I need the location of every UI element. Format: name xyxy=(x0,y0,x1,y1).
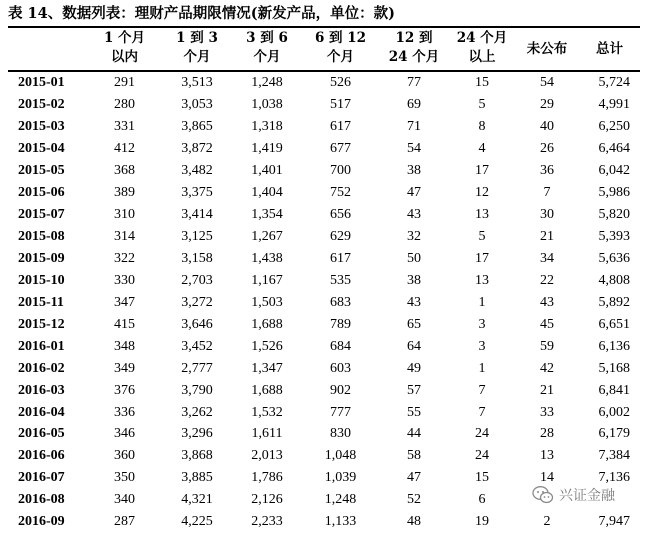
table-cell: 43 xyxy=(540,294,554,310)
table-cell: 13 xyxy=(540,448,554,464)
row-month: 2016-07 xyxy=(18,470,65,486)
table-cell: 3,790 xyxy=(181,382,213,398)
table-cell: 3,646 xyxy=(181,316,213,332)
top-rule xyxy=(8,26,640,28)
table-cell: 59 xyxy=(540,338,554,354)
table-cell: 22 xyxy=(540,272,554,288)
table-cell: 21 xyxy=(540,382,554,398)
table-cell: 3,872 xyxy=(181,141,213,157)
table-cell: 314 xyxy=(114,229,135,245)
table-cell: 54 xyxy=(407,141,421,157)
table-cell: 789 xyxy=(330,316,351,332)
table-row xyxy=(8,445,640,467)
table-cell: 65 xyxy=(407,316,421,332)
table-cell: 32 xyxy=(407,229,421,245)
table-cell: 54 xyxy=(540,75,554,91)
table-cell: 13 xyxy=(475,207,489,223)
column-header-line: 24 个月 xyxy=(456,30,508,46)
table-cell: 5,636 xyxy=(598,250,630,266)
row-month: 2015-03 xyxy=(18,119,65,135)
table-cell: 1 xyxy=(478,294,486,310)
table-cell: 1,347 xyxy=(251,360,283,376)
table-cell: 71 xyxy=(407,119,421,135)
table-row xyxy=(8,357,640,379)
table-cell: 517 xyxy=(330,97,351,113)
row-month: 2015-02 xyxy=(18,97,65,113)
table-cell: 3 xyxy=(478,316,486,332)
table-cell: 43 xyxy=(407,294,421,310)
table-cell: 58 xyxy=(407,448,421,464)
table-cell: 3,296 xyxy=(181,426,213,442)
table-cell: 1,038 xyxy=(251,97,283,113)
table-cell: 629 xyxy=(330,229,351,245)
table-title: 表 14、数据列表：理财产品期限情况(新发产品，单位：款) xyxy=(8,5,395,22)
table-cell: 4 xyxy=(478,141,486,157)
wechat-icon xyxy=(532,485,554,505)
table-cell: 3,868 xyxy=(181,448,213,464)
table-cell: 5 xyxy=(478,229,486,245)
table-cell: 1,248 xyxy=(324,492,357,508)
table-cell: 8 xyxy=(478,119,486,135)
table-row xyxy=(8,423,640,445)
table-row xyxy=(8,204,640,226)
table-cell: 617 xyxy=(330,119,351,135)
column-header-line: 6 到 12 xyxy=(314,30,367,46)
table-cell: 360 xyxy=(114,448,135,464)
table-cell: 346 xyxy=(114,426,135,442)
row-month: 2015-10 xyxy=(18,272,65,288)
column-header-line: 未公布 xyxy=(526,41,568,57)
table-cell: 3,053 xyxy=(181,97,213,113)
table-row xyxy=(8,72,640,94)
table-cell: 347 xyxy=(114,294,135,310)
table-cell: 15 xyxy=(475,470,489,486)
table-cell: 6,179 xyxy=(598,426,630,442)
row-month: 2016-09 xyxy=(18,514,65,530)
table-row xyxy=(8,248,640,270)
table-cell: 350 xyxy=(114,470,135,486)
column-header-line: 24 个月 xyxy=(388,49,440,65)
table-cell: 14 xyxy=(540,470,554,486)
table-cell: 19 xyxy=(475,514,489,530)
table-cell: 3,865 xyxy=(181,119,213,135)
table-row xyxy=(8,116,640,138)
table-cell: 1,786 xyxy=(251,470,283,486)
table-cell: 5,820 xyxy=(598,207,630,223)
table-cell: 7,947 xyxy=(598,514,630,530)
column-header-line: 个月 xyxy=(253,49,281,65)
table-cell: 684 xyxy=(330,338,351,354)
watermark-text: 兴证金融 xyxy=(559,488,615,504)
table-row xyxy=(8,226,640,248)
table-cell: 777 xyxy=(330,404,351,420)
table-cell: 34 xyxy=(540,250,554,266)
table-row xyxy=(8,379,640,401)
table-cell: 17 xyxy=(475,163,489,179)
table-cell: 1,354 xyxy=(251,207,283,223)
row-month: 2015-04 xyxy=(18,141,65,157)
table-cell: 1 xyxy=(478,360,486,376)
column-header-line: 个月 xyxy=(183,49,211,65)
table-cell: 7,136 xyxy=(598,470,630,486)
table-cell: 3,125 xyxy=(181,229,213,245)
table-row xyxy=(8,182,640,204)
table-cell: 2,233 xyxy=(251,514,283,530)
table-cell: 2,703 xyxy=(181,272,213,288)
table-cell: 5,724 xyxy=(598,75,630,91)
table-cell: 29 xyxy=(540,97,554,113)
column-header-line: 个月 xyxy=(327,49,354,65)
table-cell: 412 xyxy=(114,141,135,157)
row-month: 2016-01 xyxy=(18,338,65,354)
table-cell: 30 xyxy=(540,207,554,223)
column-header-line: 12 到 xyxy=(395,30,433,46)
row-month: 2015-09 xyxy=(18,250,65,266)
table-cell: 2,777 xyxy=(181,360,213,376)
table-cell: 3,414 xyxy=(181,207,213,223)
table-cell: 17 xyxy=(475,250,489,266)
table-cell: 24 xyxy=(475,448,489,464)
row-month: 2015-08 xyxy=(18,229,65,245)
row-month: 2015-06 xyxy=(18,185,65,201)
table-cell: 5,393 xyxy=(598,229,630,245)
table-cell: 7 xyxy=(478,382,486,398)
table-cell: 7,384 xyxy=(598,448,630,464)
table-cell: 15 xyxy=(475,75,489,91)
table-cell: 3,452 xyxy=(181,338,213,354)
table-cell: 1,688 xyxy=(251,316,283,332)
table-cell: 1,526 xyxy=(251,338,283,354)
table-cell: 33 xyxy=(540,404,554,420)
table-cell: 28 xyxy=(540,426,554,442)
table-cell: 331 xyxy=(114,119,135,135)
table-cell: 1,048 xyxy=(324,448,357,464)
table-cell: 69 xyxy=(407,97,421,113)
table-cell: 3,272 xyxy=(181,294,213,310)
table-cell: 603 xyxy=(330,360,351,376)
table-cell: 1,532 xyxy=(251,404,283,420)
column-header-line: 以内 xyxy=(111,49,138,65)
table-row xyxy=(8,138,640,160)
table-cell: 3,885 xyxy=(181,470,213,486)
table-cell: 752 xyxy=(330,185,351,201)
table-cell: 1,401 xyxy=(251,163,283,179)
table-cell: 5,892 xyxy=(598,294,630,310)
table-row xyxy=(8,511,640,533)
table-cell: 47 xyxy=(407,470,421,486)
table-cell: 1,318 xyxy=(251,119,283,135)
column-header xyxy=(87,29,162,69)
table-row xyxy=(8,313,640,335)
row-month: 2015-07 xyxy=(18,207,65,223)
table-cell: 36 xyxy=(540,163,554,179)
table-cell: 6 xyxy=(478,492,486,508)
table-row xyxy=(8,401,640,423)
table-cell: 38 xyxy=(407,163,421,179)
table-cell: 4,225 xyxy=(181,514,213,530)
table-row xyxy=(8,335,640,357)
table-cell: 5,986 xyxy=(598,185,630,201)
table-cell: 24 xyxy=(475,426,489,442)
table-cell: 77 xyxy=(407,75,421,91)
column-header-line: 1 到 3 xyxy=(176,30,218,46)
table-cell: 1,133 xyxy=(324,514,357,530)
table-cell: 3,158 xyxy=(181,250,213,266)
table-cell: 415 xyxy=(114,316,135,332)
table-cell: 2 xyxy=(543,514,551,530)
table-cell: 6,042 xyxy=(598,163,630,179)
column-header xyxy=(579,29,640,69)
column-header xyxy=(449,29,515,69)
row-month: 2016-08 xyxy=(18,492,65,508)
table-cell: 322 xyxy=(114,250,135,266)
table-cell: 5 xyxy=(478,97,486,113)
table-cell: 1,267 xyxy=(251,229,283,245)
table-cell: 1,039 xyxy=(324,470,357,486)
table-cell: 48 xyxy=(407,514,421,530)
column-header-line: 以上 xyxy=(468,49,496,65)
row-month: 2016-04 xyxy=(18,404,65,420)
table-cell: 26 xyxy=(540,141,554,157)
table-cell: 40 xyxy=(540,119,554,135)
table-cell: 526 xyxy=(330,75,351,91)
table-cell: 4,808 xyxy=(598,272,630,288)
table-cell: 13 xyxy=(475,272,489,288)
table-cell: 6,841 xyxy=(598,382,630,398)
row-month: 2015-01 xyxy=(18,75,65,91)
table-cell: 5,168 xyxy=(598,360,630,376)
table-cell: 7 xyxy=(543,185,551,201)
row-month: 2015-12 xyxy=(18,316,65,332)
column-header xyxy=(162,29,232,69)
table-cell: 683 xyxy=(330,294,351,310)
table-row xyxy=(8,291,640,313)
table-row xyxy=(8,269,640,291)
table-cell: 3 xyxy=(478,338,486,354)
table-cell: 1,404 xyxy=(251,185,283,201)
table-cell: 4,991 xyxy=(598,97,630,113)
table-cell: 389 xyxy=(114,185,135,201)
table-cell: 3,513 xyxy=(181,75,213,91)
table-cell: 656 xyxy=(330,207,351,223)
table-cell: 677 xyxy=(330,141,351,157)
data-table xyxy=(8,72,640,533)
column-header-line: 总计 xyxy=(596,41,623,57)
row-month: 2016-02 xyxy=(18,360,65,376)
table-cell: 1,419 xyxy=(251,141,283,157)
table-cell: 3,262 xyxy=(181,404,213,420)
column-header xyxy=(302,29,379,69)
table-cell: 1,503 xyxy=(251,294,283,310)
table-cell: 902 xyxy=(330,382,351,398)
table-cell: 6,651 xyxy=(598,316,630,332)
table-row xyxy=(8,160,640,182)
table-cell: 1,438 xyxy=(251,250,283,266)
table-cell: 12 xyxy=(475,185,489,201)
table-cell: 6,250 xyxy=(598,119,630,135)
table-cell: 310 xyxy=(114,207,135,223)
table-cell: 1,688 xyxy=(251,382,283,398)
table-cell: 64 xyxy=(407,338,421,354)
table-cell: 3,482 xyxy=(181,163,213,179)
table-cell: 52 xyxy=(407,492,421,508)
table-cell: 21 xyxy=(540,229,554,245)
row-month: 2016-05 xyxy=(18,426,65,442)
table-cell: 57 xyxy=(407,382,421,398)
table-cell: 1,167 xyxy=(251,272,283,288)
table-cell: 45 xyxy=(540,316,554,332)
table-cell: 830 xyxy=(330,426,351,442)
table-cell: 368 xyxy=(114,163,135,179)
column-header xyxy=(232,29,302,69)
column-header xyxy=(379,29,449,69)
table-cell: 50 xyxy=(407,250,421,266)
row-month: 2016-03 xyxy=(18,382,65,398)
table-cell: 280 xyxy=(114,97,135,113)
table-cell: 291 xyxy=(114,75,135,91)
row-month: 2016-06 xyxy=(18,448,65,464)
table-cell: 44 xyxy=(407,426,421,442)
table-cell: 700 xyxy=(330,163,351,179)
table-cell: 4,321 xyxy=(181,492,213,508)
column-header xyxy=(515,29,579,69)
table-cell: 43 xyxy=(407,207,421,223)
watermark xyxy=(532,484,615,506)
table-cell: 38 xyxy=(407,272,421,288)
table-cell: 617 xyxy=(330,250,351,266)
column-header-line: 3 到 6 xyxy=(246,30,288,46)
column-header-line: 1 个月 xyxy=(103,30,146,46)
table-cell: 2,126 xyxy=(251,492,283,508)
table-cell: 6,002 xyxy=(598,404,630,420)
table-cell: 376 xyxy=(114,382,135,398)
table-cell: 330 xyxy=(114,272,135,288)
table-cell: 7 xyxy=(478,404,486,420)
table-cell: 6,464 xyxy=(598,141,630,157)
table-cell: 349 xyxy=(114,360,135,376)
table-cell: 47 xyxy=(407,185,421,201)
row-month: 2015-11 xyxy=(18,294,64,310)
table-cell: 2,013 xyxy=(251,448,283,464)
row-month: 2015-05 xyxy=(18,163,65,179)
table-cell: 287 xyxy=(114,514,135,530)
table-cell: 340 xyxy=(114,492,135,508)
table-cell: 336 xyxy=(114,404,135,420)
table-cell: 55 xyxy=(407,404,421,420)
table-cell: 49 xyxy=(407,360,421,376)
table-cell: 535 xyxy=(330,272,351,288)
table-cell: 348 xyxy=(114,338,135,354)
table-cell: 42 xyxy=(540,360,554,376)
table-cell: 1,248 xyxy=(251,75,283,91)
table-row xyxy=(8,94,640,116)
table-cell: 6,136 xyxy=(598,338,630,354)
table-cell: 3,375 xyxy=(181,185,213,201)
table-cell: 1,611 xyxy=(251,426,283,442)
